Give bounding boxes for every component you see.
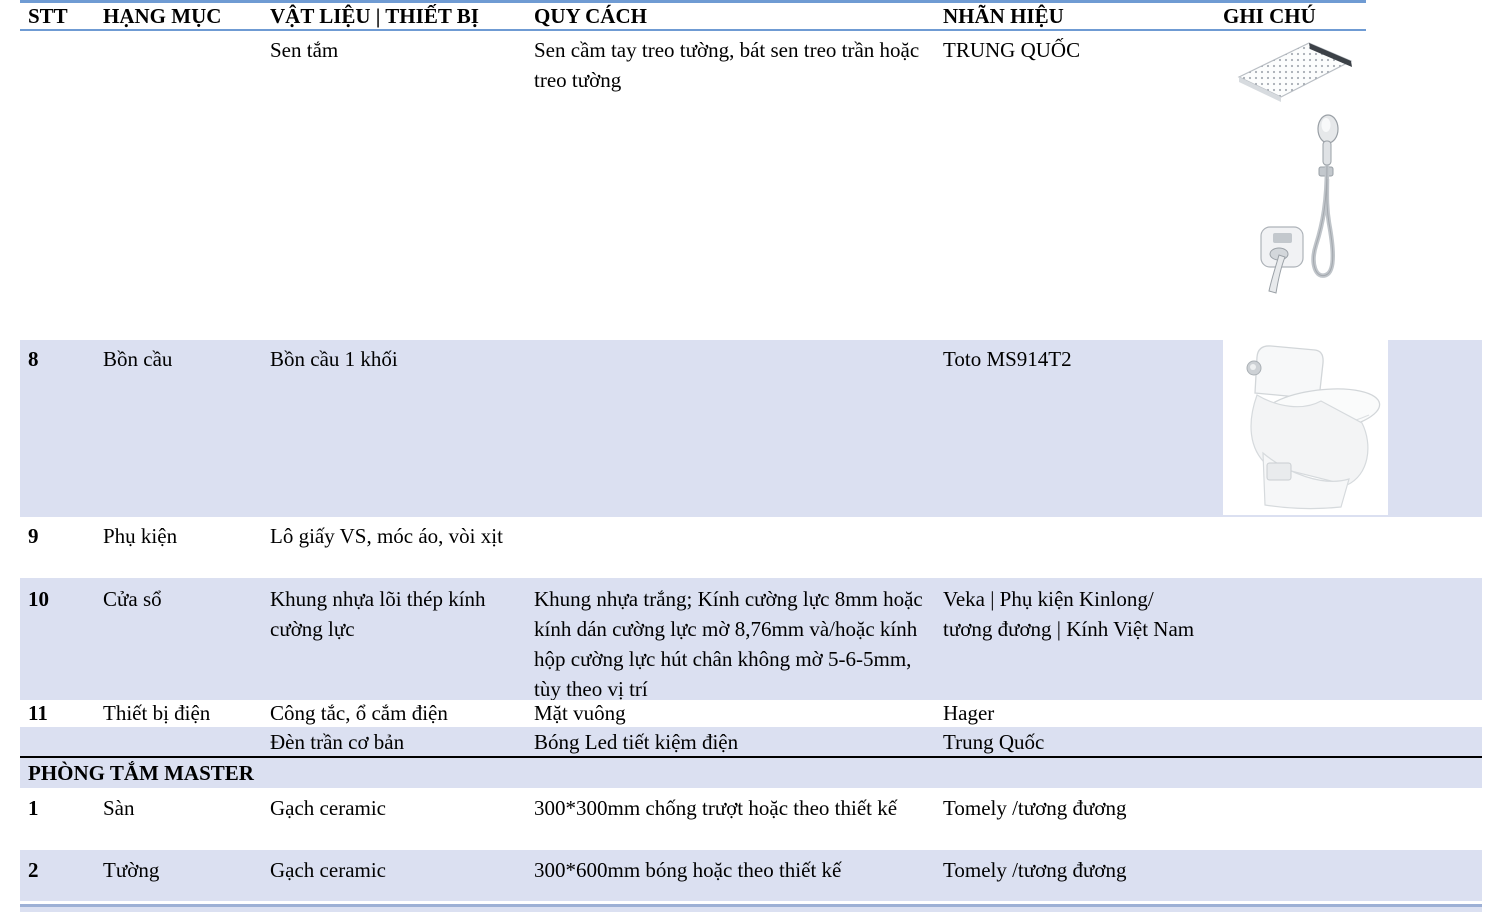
table-row-phu-kien (20, 517, 1482, 578)
cell-stt: 1 (28, 796, 39, 820)
cell-stt: 8 (28, 347, 39, 371)
cell-nhan-hieu: Tomely /tương đương (943, 796, 1127, 820)
cell-ghi-chu (1215, 31, 1482, 340)
cell-nhan-hieu: Tomely /tương đương (943, 858, 1127, 882)
cell-ghi-chu (1215, 340, 1482, 517)
table-row-cua-so (20, 578, 1482, 700)
specification-table (20, 0, 1482, 912)
cell-stt (20, 31, 95, 340)
cell-hang-muc: Sàn (103, 796, 135, 820)
table-row-san (20, 788, 1482, 850)
cell-quy-cach: 300*600mm bóng hoặc theo thiết kế (534, 858, 842, 882)
table-row-thiet-bi-dien (20, 700, 1482, 727)
cell-ghi-chu (1215, 517, 1482, 578)
cell-quy-cach (526, 340, 935, 517)
cell-quy-cach: Khung nhựa trắng; Kính cường lực 8mm hoặc kính dán cường lực mờ 8,76mm và/hoặc kính hộp cường lực hút chân không mờ 5-6-5mm, tùy theo vị trí (534, 587, 923, 700)
cell-stt: 11 (28, 701, 48, 725)
cell-ghi-chu (1215, 727, 1482, 756)
cell-vat-lieu: Gạch ceramic (270, 858, 387, 882)
column-header-hang-muc: HẠNG MỤC (103, 4, 222, 28)
one-piece-toilet-image (1223, 340, 1388, 515)
cell-vat-lieu: Đèn trần cơ bản (270, 730, 405, 754)
table-row-den-tran (20, 727, 1482, 758)
table-row-tuong (20, 850, 1482, 901)
table-row-bon-cau (20, 340, 1482, 517)
cell-ghi-chu (1215, 788, 1482, 850)
cell-nhan-hieu: TRUNG QUỐC (943, 38, 1081, 62)
table-header-row (20, 3, 1482, 29)
column-header-ghi-chu: GHI CHÚ (1223, 4, 1316, 28)
cell-hang-muc: Phụ kiện (103, 524, 178, 548)
cell-nhan-hieu: Veka | Phụ kiện Kinlong/ tương đương | Kính Việt Nam (943, 587, 1195, 641)
column-header-nhan-hieu: NHÃN HIỆU (943, 4, 1064, 28)
cell-ghi-chu (1215, 700, 1482, 727)
next-row-sliver (20, 907, 1482, 912)
cell-vat-lieu: Gạch ceramic (270, 796, 387, 820)
cell-vat-lieu: Khung nhựa lõi thép kính cường lực (270, 587, 486, 641)
cell-stt: 2 (28, 858, 39, 882)
column-header-stt: STT (28, 4, 68, 28)
section-header-row (20, 758, 1482, 788)
cell-stt: 9 (28, 524, 39, 548)
cell-quy-cach: Mặt vuông (534, 701, 626, 725)
cell-hang-muc (95, 727, 262, 756)
cell-quy-cach (526, 517, 935, 578)
cell-hang-muc: Tường (103, 858, 160, 882)
column-header-vat-lieu: VẬT LIỆU | THIẾT BỊ (270, 4, 479, 28)
cell-hang-muc: Bồn cầu (103, 347, 173, 371)
shower-set-image (1223, 33, 1366, 305)
cell-ghi-chu (1215, 578, 1482, 700)
cell-nhan-hieu: Trung Quốc (943, 730, 1045, 754)
section-title: PHÒNG TẮM MASTER (28, 761, 254, 785)
cell-stt (20, 727, 95, 756)
cell-quy-cach: 300*300mm chống trượt hoặc theo thiết kế (534, 796, 898, 820)
cell-hang-muc (95, 31, 262, 340)
cell-ghi-chu (1215, 850, 1482, 901)
cell-hang-muc: Cửa sổ (103, 587, 162, 611)
cell-vat-lieu: Sen tắm (270, 38, 339, 62)
cell-nhan-hieu: Toto MS914T2 (943, 347, 1072, 371)
cell-quy-cach: Bóng Led tiết kiệm điện (534, 730, 739, 754)
cell-stt: 10 (28, 587, 49, 611)
cell-nhan-hieu: Hager (943, 701, 995, 725)
cell-vat-lieu: Công tắc, ổ cắm điện (270, 701, 448, 725)
cell-nhan-hieu (935, 517, 1215, 578)
column-header-quy-cach: QUY CÁCH (534, 4, 647, 28)
cell-vat-lieu: Lô giấy VS, móc áo, vòi xịt (270, 524, 503, 548)
cell-hang-muc: Thiết bị điện (103, 701, 211, 725)
cell-quy-cach: Sen cầm tay treo tường, bát sen treo trần hoặc treo tường (534, 38, 920, 92)
cell-vat-lieu: Bồn cầu 1 khối (270, 347, 398, 371)
table-row-sen-tam (20, 31, 1482, 340)
